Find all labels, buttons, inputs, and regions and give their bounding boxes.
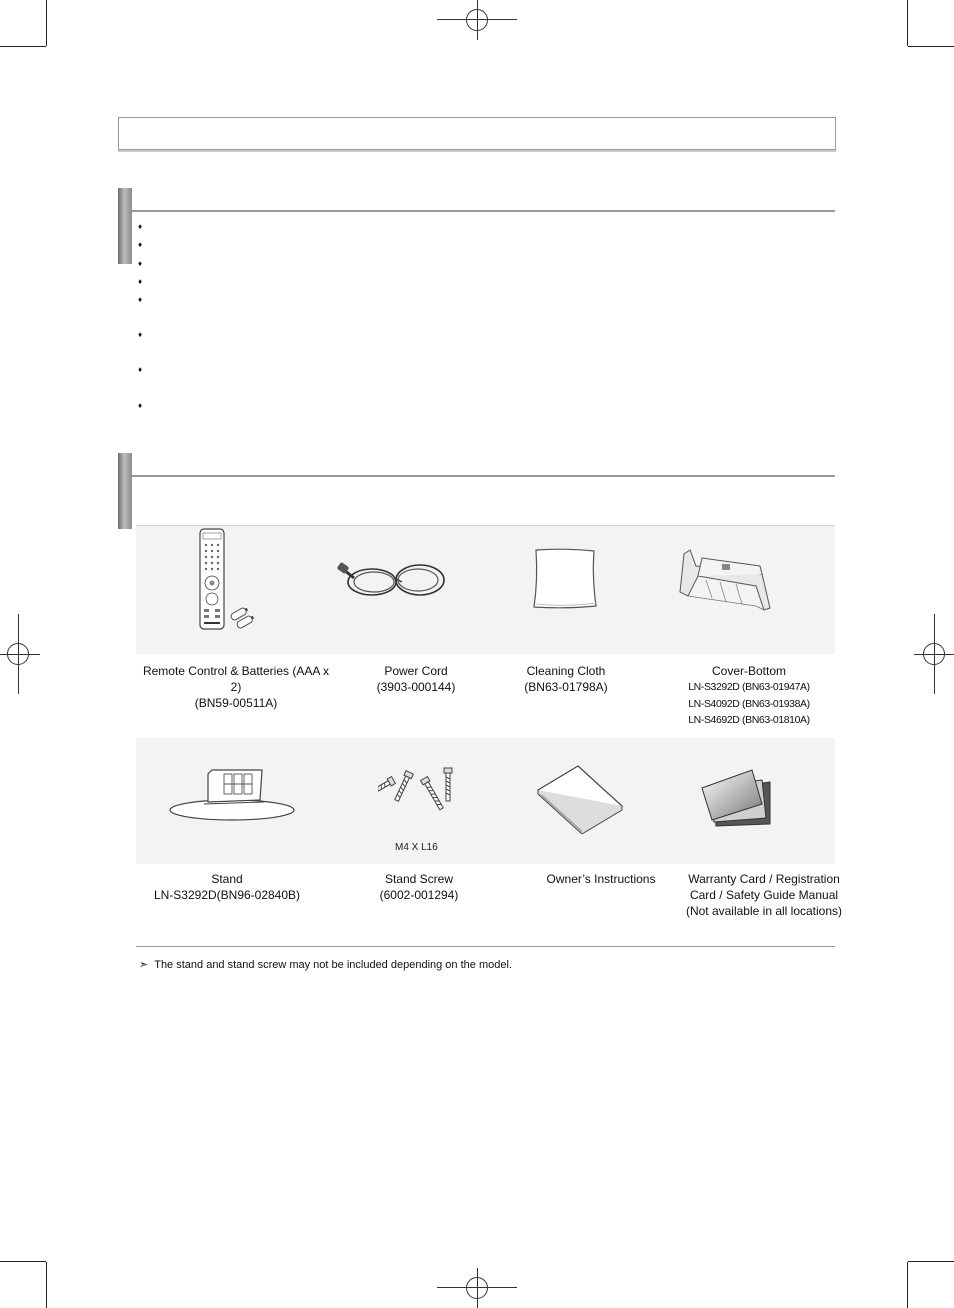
model-note <box>139 958 512 971</box>
crop-mark <box>907 0 908 46</box>
bullet-marker: ♦ <box>138 330 143 339</box>
caption-line: Warranty Card / Registration <box>688 872 840 886</box>
caption-model-line: LN-S3292D (BN63-01947A) <box>688 681 810 693</box>
section-marker-bar <box>118 188 132 264</box>
caption-line: (BN63-01798A) <box>524 680 608 694</box>
section-rule <box>132 475 835 477</box>
caption-line: Cleaning Cloth <box>526 664 606 678</box>
bullet-marker: ♦ <box>138 277 143 286</box>
bullet-marker: ♦ <box>138 365 143 374</box>
crop-mark <box>0 1261 46 1262</box>
crop-mark <box>908 1261 954 1262</box>
accessory-caption-owners-instructions <box>526 871 676 887</box>
caption-line: Stand Screw <box>384 872 454 886</box>
crop-mark <box>908 46 954 47</box>
caption-line: Owner’s Instructions <box>546 872 656 886</box>
cover-bottom-illustration <box>676 546 774 614</box>
accessory-caption-remote <box>136 663 336 711</box>
owners-instructions-illustration <box>536 764 624 834</box>
crop-mark <box>46 0 47 46</box>
stand-screws-illustration <box>378 764 460 828</box>
caption-model-line: LN-S4092D (BN63-01938A) <box>688 697 810 710</box>
caption-line: (3903-000144) <box>376 680 456 694</box>
accessory-caption-stand <box>136 871 318 903</box>
note-arrow-icon: ➣ <box>139 959 149 971</box>
screw-size-label: M4 X L16 <box>395 842 438 853</box>
page-title-box <box>118 117 836 150</box>
accessory-caption-stand-screw <box>349 871 489 903</box>
bullet-marker: ♦ <box>138 401 143 410</box>
remote-control-illustration <box>190 527 264 633</box>
accessory-caption-cover-bottom <box>664 663 834 729</box>
accessory-caption-warranty-card <box>680 871 848 919</box>
note-divider <box>136 946 835 947</box>
accessory-caption-cleaning-cloth <box>496 663 636 695</box>
cleaning-cloth-illustration <box>528 546 600 612</box>
caption-line: LN-S3292D(BN96-02840B) <box>153 888 301 902</box>
caption-model-line: LN-S4692D (BN63-01810A) <box>688 714 810 726</box>
caption-line: Card / Safety Guide Manual <box>689 888 839 902</box>
crop-mark <box>46 1262 47 1308</box>
bullet-marker: ♦ <box>138 240 143 249</box>
caption-line: Cover-Bottom <box>711 664 787 678</box>
caption-line: Stand <box>211 872 243 886</box>
bullet-marker: ♦ <box>138 295 143 304</box>
note-text: The stand and stand screw may not be included depending on the model. <box>154 959 512 971</box>
section-rule <box>132 210 835 212</box>
accessory-caption-power-cord <box>346 663 486 695</box>
power-cord-illustration <box>336 558 450 604</box>
crop-mark <box>0 46 46 47</box>
stand-illustration <box>168 766 296 824</box>
section-marker-bar <box>118 453 132 529</box>
caption-line: Power Cord <box>384 664 448 678</box>
bullet-marker: ♦ <box>138 222 143 231</box>
caption-line: (Not available in all locations) <box>685 904 843 918</box>
caption-line: (6002-001294) <box>379 888 459 902</box>
caption-line: (BN59-00511A) <box>194 696 278 710</box>
caption-line: Remote Control & Batteries (AAA x 2) <box>142 664 330 694</box>
warranty-card-illustration <box>700 768 776 830</box>
crop-mark <box>907 1262 908 1308</box>
bullet-marker: ♦ <box>138 259 143 268</box>
